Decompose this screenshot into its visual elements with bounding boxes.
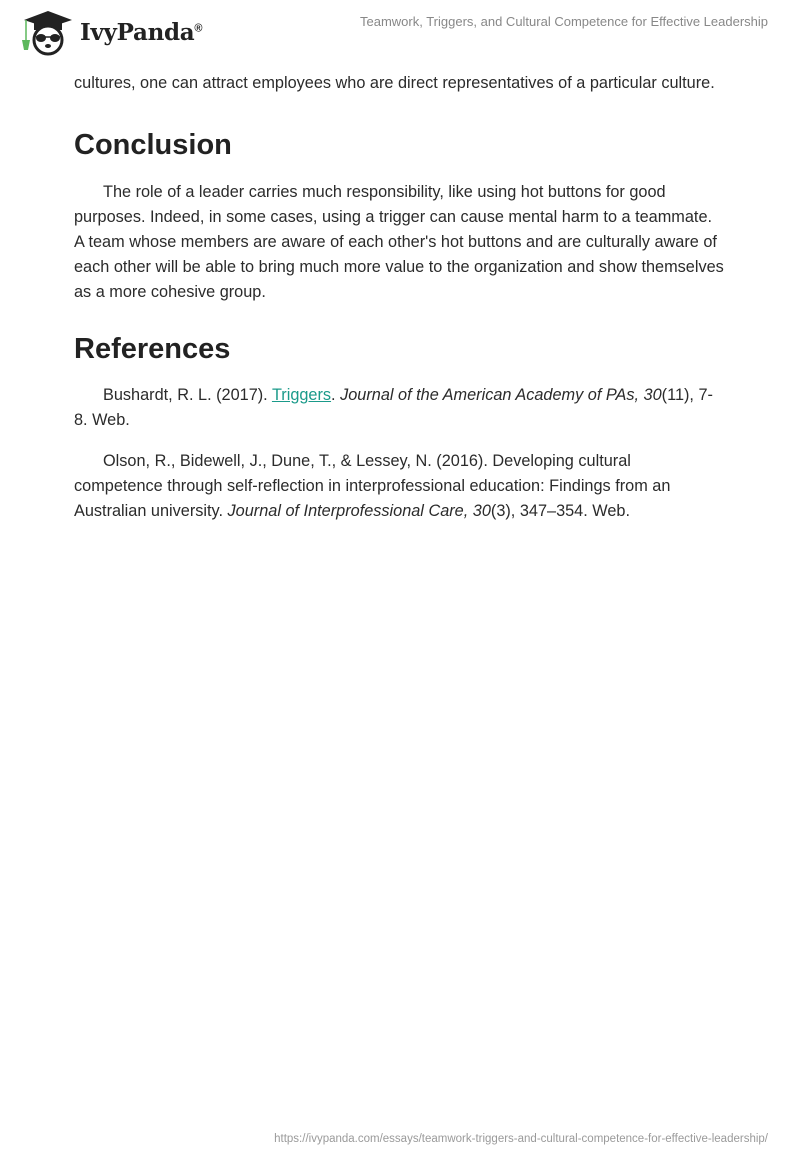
- references-heading: References: [74, 333, 231, 365]
- page-header: [0, 0, 800, 62]
- reference-item: Bushardt, R. L. (2017). Triggers. Journal of the American Academy of PAs, 30(11), 7-8. Web.: [74, 386, 713, 429]
- footer-source-url[interactable]: https://ivypanda.com/essays/teamwork-triggers-and-cultural-competence-for-effective-leadership/: [274, 1133, 768, 1145]
- reference-link-triggers[interactable]: Triggers: [271, 386, 332, 404]
- ivypanda-logo[interactable]: [18, 8, 202, 56]
- document-title: Teamwork, Triggers, and Cultural Competence for Effective Leadership: [359, 14, 768, 29]
- essay-content: [74, 71, 724, 540]
- intro-continuation: cultures, one can attract employees who are direct representatives of a particular culture.: [74, 74, 715, 92]
- conclusion-paragraph: The role of a leader carries much responsibility, like using hot buttons for good purposes. Indeed, in some cases, using a trigger can cause mental harm to a teammate. A team whose members are aware of each other's hot buttons and are culturally aware of each other will be able to bring much more value to the organization and show themselves as a more cohesive group.: [74, 183, 724, 301]
- references-list: [74, 383, 724, 524]
- panda-graduate-icon: [18, 8, 76, 56]
- brand-name: IvyPanda®: [80, 18, 203, 46]
- conclusion-heading: Conclusion: [74, 129, 232, 161]
- reference-item: Olson, R., Bidewell, J., Dune, T., & Lessey, N. (2016). Developing cultural competence through self-reflection in interprofessional education: Findings from an Australian university. Journal of Interprofessional Care, 30(3), 347–354. Web.: [74, 452, 671, 520]
